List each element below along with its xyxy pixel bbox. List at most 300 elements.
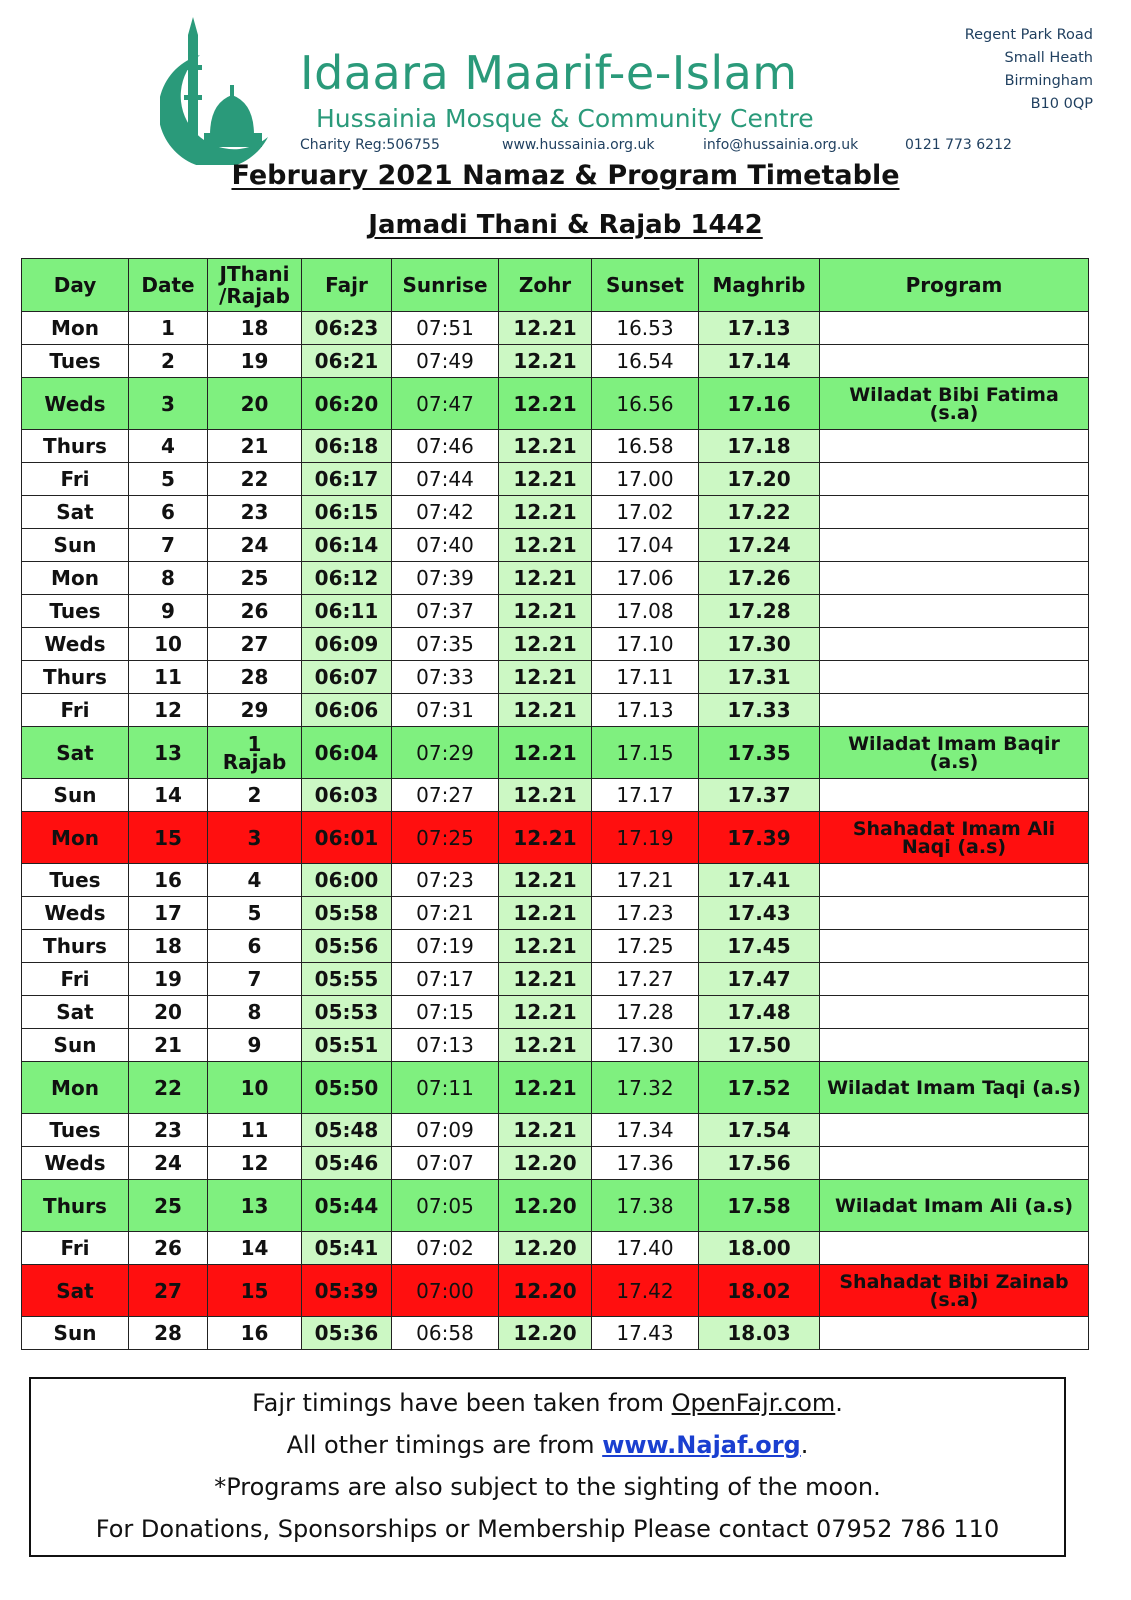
cell-hijri: 24 <box>208 529 302 562</box>
cell-zohr: 12.21 <box>499 496 592 529</box>
cell-hijri: 7 <box>208 963 302 996</box>
cell-zohr: 12.20 <box>499 1180 592 1232</box>
footer-text: Fajr timings have been taken from <box>252 1389 672 1417</box>
cell-fajr: 06:11 <box>302 595 392 628</box>
cell-fajr: 06:07 <box>302 661 392 694</box>
cell-maghrib: 17.35 <box>699 727 820 779</box>
cell-day: Weds <box>22 1147 129 1180</box>
cell-zohr: 12.21 <box>499 595 592 628</box>
cell-day: Sat <box>22 996 129 1029</box>
cell-fajr: 06:09 <box>302 628 392 661</box>
cell-sunrise: 07:35 <box>392 628 499 661</box>
cell-day: Sun <box>22 1029 129 1062</box>
table-row <box>22 562 1089 595</box>
cell-day: Sun <box>22 1317 129 1350</box>
cell-zohr: 12.20 <box>499 1317 592 1350</box>
cell-day: Mon <box>22 1062 129 1114</box>
cell-maghrib: 17.28 <box>699 595 820 628</box>
cell-sunset: 17.06 <box>592 562 699 595</box>
cell-sunrise: 07:05 <box>392 1180 499 1232</box>
cell-program <box>820 694 1089 727</box>
cell-sunrise: 06:58 <box>392 1317 499 1350</box>
cell-program <box>820 1029 1089 1062</box>
cell-hijri: 18 <box>208 312 302 345</box>
cell-sunrise: 07:21 <box>392 897 499 930</box>
cell-date: 23 <box>129 1114 208 1147</box>
cell-sunrise: 07:47 <box>392 378 499 430</box>
column-header-date: Date <box>129 259 208 312</box>
column-header-maghrib: Maghrib <box>699 259 820 312</box>
cell-program: Wiladat Imam Ali (a.s) <box>820 1180 1089 1232</box>
table-row <box>22 1232 1089 1265</box>
cell-sunset: 17.10 <box>592 628 699 661</box>
cell-fajr: 05:55 <box>302 963 392 996</box>
cell-zohr: 12.21 <box>499 779 592 812</box>
address-block <box>965 24 1093 116</box>
page-subtitle-text: Jamadi Thani & Rajab 1442 <box>368 210 763 240</box>
cell-sunset: 17.28 <box>592 996 699 1029</box>
table-row <box>22 1029 1089 1062</box>
table-row <box>22 1265 1089 1317</box>
cell-sunset: 16.54 <box>592 345 699 378</box>
cell-sunrise: 07:27 <box>392 779 499 812</box>
cell-maghrib: 17.31 <box>699 661 820 694</box>
footer-text: . <box>835 1389 843 1417</box>
table-row <box>22 378 1089 430</box>
cell-fajr: 06:23 <box>302 312 392 345</box>
cell-sunset: 17.25 <box>592 930 699 963</box>
table-row <box>22 496 1089 529</box>
cell-hijri: 14 <box>208 1232 302 1265</box>
cell-day: Fri <box>22 963 129 996</box>
cell-zohr: 12.21 <box>499 963 592 996</box>
cell-sunset: 17.13 <box>592 694 699 727</box>
cell-day: Sat <box>22 496 129 529</box>
table-row <box>22 864 1089 897</box>
cell-sunset: 17.42 <box>592 1265 699 1317</box>
cell-sunset: 17.15 <box>592 727 699 779</box>
table-row <box>22 1114 1089 1147</box>
cell-sunrise: 07:15 <box>392 996 499 1029</box>
cell-program <box>820 1147 1089 1180</box>
footer-line-fajr-source <box>31 1389 1064 1417</box>
cell-maghrib: 17.24 <box>699 529 820 562</box>
cell-hijri: 9 <box>208 1029 302 1062</box>
column-header-zohr: Zohr <box>499 259 592 312</box>
cell-sunrise: 07:33 <box>392 661 499 694</box>
cell-sunset: 17.02 <box>592 496 699 529</box>
cell-date: 7 <box>129 529 208 562</box>
cell-maghrib: 17.41 <box>699 864 820 897</box>
cell-sunrise: 07:51 <box>392 312 499 345</box>
cell-fajr: 05:53 <box>302 996 392 1029</box>
cell-sunrise: 07:31 <box>392 694 499 727</box>
cell-fajr: 05:39 <box>302 1265 392 1317</box>
cell-maghrib: 17.30 <box>699 628 820 661</box>
cell-date: 9 <box>129 595 208 628</box>
cell-sunset: 17.27 <box>592 963 699 996</box>
cell-zohr: 12.21 <box>499 529 592 562</box>
cell-date: 22 <box>129 1062 208 1114</box>
table-row <box>22 727 1089 779</box>
address-line: Birmingham <box>1004 73 1093 89</box>
org-name: Idaara Maarif-e-Islam <box>300 46 798 100</box>
cell-day: Weds <box>22 378 129 430</box>
cell-program: Shahadat Bibi Zainab (s.a) <box>820 1265 1089 1317</box>
cell-hijri: 6 <box>208 930 302 963</box>
cell-program <box>820 595 1089 628</box>
cell-sunset: 17.17 <box>592 779 699 812</box>
cell-program: Wiladat Imam Baqir (a.s) <box>820 727 1089 779</box>
charity-reg: Charity Reg:506755 <box>300 137 440 153</box>
cell-sunset: 17.21 <box>592 864 699 897</box>
cell-hijri: 3 <box>208 812 302 864</box>
cell-maghrib: 17.37 <box>699 779 820 812</box>
cell-sunrise: 07:19 <box>392 930 499 963</box>
cell-fajr: 05:41 <box>302 1232 392 1265</box>
cell-program: Shahadat Imam Ali Naqi (a.s) <box>820 812 1089 864</box>
cell-zohr: 12.21 <box>499 661 592 694</box>
table-row <box>22 628 1089 661</box>
cell-maghrib: 17.18 <box>699 430 820 463</box>
cell-date: 4 <box>129 430 208 463</box>
cell-sunrise: 07:25 <box>392 812 499 864</box>
address-line: Regent Park Road <box>964 27 1093 43</box>
cell-day: Thurs <box>22 430 129 463</box>
cell-day: Sat <box>22 727 129 779</box>
column-header-program: Program <box>820 259 1089 312</box>
najaf-link[interactable]: www.Najaf.org <box>602 1431 801 1459</box>
cell-zohr: 12.21 <box>499 628 592 661</box>
cell-fajr: 06:14 <box>302 529 392 562</box>
cell-program <box>820 1317 1089 1350</box>
table-row <box>22 661 1089 694</box>
cell-day: Mon <box>22 812 129 864</box>
cell-fajr: 06:01 <box>302 812 392 864</box>
phone-text: 0121 773 6212 <box>905 137 1012 153</box>
table-row <box>22 963 1089 996</box>
cell-sunset: 17.36 <box>592 1147 699 1180</box>
cell-fajr: 06:03 <box>302 779 392 812</box>
cell-fajr: 05:48 <box>302 1114 392 1147</box>
cell-fajr: 06:21 <box>302 345 392 378</box>
cell-date: 17 <box>129 897 208 930</box>
cell-day: Fri <box>22 463 129 496</box>
cell-zohr: 12.21 <box>499 930 592 963</box>
cell-hijri: 15 <box>208 1265 302 1317</box>
cell-sunrise: 07:39 <box>392 562 499 595</box>
cell-day: Thurs <box>22 1180 129 1232</box>
cell-date: 20 <box>129 996 208 1029</box>
cell-hijri: 10 <box>208 1062 302 1114</box>
cell-fajr: 05:56 <box>302 930 392 963</box>
website-text: www.hussainia.org.uk <box>502 137 655 153</box>
cell-fajr: 06:20 <box>302 378 392 430</box>
cell-sunrise: 07:23 <box>392 864 499 897</box>
cell-maghrib: 17.56 <box>699 1147 820 1180</box>
cell-sunset: 17.04 <box>592 529 699 562</box>
cell-zohr: 12.21 <box>499 727 592 779</box>
cell-hijri: 13 <box>208 1180 302 1232</box>
cell-fajr: 05:51 <box>302 1029 392 1062</box>
cell-maghrib: 17.26 <box>699 562 820 595</box>
cell-sunset: 16.53 <box>592 312 699 345</box>
cell-program <box>820 779 1089 812</box>
cell-fajr: 06:17 <box>302 463 392 496</box>
cell-program <box>820 1114 1089 1147</box>
cell-zohr: 12.21 <box>499 694 592 727</box>
cell-hijri: 12 <box>208 1147 302 1180</box>
table-row <box>22 312 1089 345</box>
cell-date: 27 <box>129 1265 208 1317</box>
address-line: Small Heath <box>1004 50 1093 66</box>
cell-zohr: 12.21 <box>499 562 592 595</box>
cell-sunrise: 07:46 <box>392 430 499 463</box>
cell-zohr: 12.21 <box>499 1062 592 1114</box>
cell-program <box>820 897 1089 930</box>
cell-fajr: 05:44 <box>302 1180 392 1232</box>
cell-sunrise: 07:40 <box>392 529 499 562</box>
cell-zohr: 12.20 <box>499 1232 592 1265</box>
footer-text: All other timings are from <box>286 1431 603 1459</box>
cell-hijri: 20 <box>208 378 302 430</box>
table-row <box>22 996 1089 1029</box>
cell-date: 11 <box>129 661 208 694</box>
column-header-fajr: Fajr <box>302 259 392 312</box>
cell-program <box>820 345 1089 378</box>
cell-sunset: 17.38 <box>592 1180 699 1232</box>
cell-sunrise: 07:17 <box>392 963 499 996</box>
cell-maghrib: 17.43 <box>699 897 820 930</box>
footer-line-contact: For Donations, Sponsorships or Membership Please contact 07952 786 110 <box>95 1515 1000 1543</box>
cell-day: Sat <box>22 1265 129 1317</box>
cell-hijri: 19 <box>208 345 302 378</box>
cell-date: 6 <box>129 496 208 529</box>
page-subtitle <box>0 212 1131 238</box>
cell-zohr: 12.21 <box>499 864 592 897</box>
cell-day: Tues <box>22 345 129 378</box>
cell-sunrise: 07:37 <box>392 595 499 628</box>
cell-hijri: 8 <box>208 996 302 1029</box>
cell-program <box>820 430 1089 463</box>
cell-sunset: 17.23 <box>592 897 699 930</box>
table-row <box>22 430 1089 463</box>
cell-day: Fri <box>22 694 129 727</box>
cell-program <box>820 463 1089 496</box>
cell-sunrise: 07:07 <box>392 1147 499 1180</box>
cell-program <box>820 963 1089 996</box>
cell-date: 2 <box>129 345 208 378</box>
cell-zohr: 12.21 <box>499 812 592 864</box>
cell-date: 28 <box>129 1317 208 1350</box>
cell-fajr: 05:50 <box>302 1062 392 1114</box>
column-header-hijri: JThani /Rajab <box>208 259 302 312</box>
cell-program <box>820 996 1089 1029</box>
cell-sunrise: 07:00 <box>392 1265 499 1317</box>
cell-program <box>820 562 1089 595</box>
table-row <box>22 1180 1089 1232</box>
cell-maghrib: 17.58 <box>699 1180 820 1232</box>
email-text: info@hussainia.org.uk <box>703 137 859 153</box>
cell-program <box>820 864 1089 897</box>
cell-hijri: 29 <box>208 694 302 727</box>
cell-date: 15 <box>129 812 208 864</box>
cell-zohr: 12.21 <box>499 345 592 378</box>
cell-zohr: 12.21 <box>499 378 592 430</box>
cell-hijri: 21 <box>208 430 302 463</box>
cell-maghrib: 17.14 <box>699 345 820 378</box>
cell-date: 16 <box>129 864 208 897</box>
footer-line-moon-note: *Programs are also subject to the sighting of the moon. <box>214 1473 881 1501</box>
table-body <box>22 312 1089 1350</box>
cell-maghrib: 17.47 <box>699 963 820 996</box>
cell-day: Fri <box>22 1232 129 1265</box>
cell-hijri: 23 <box>208 496 302 529</box>
openfajr-link[interactable]: OpenFajr.com <box>671 1389 836 1417</box>
cell-maghrib: 17.39 <box>699 812 820 864</box>
cell-hijri: 22 <box>208 463 302 496</box>
column-header-sunset: Sunset <box>592 259 699 312</box>
cell-fajr: 06:18 <box>302 430 392 463</box>
table-row <box>22 1317 1089 1350</box>
cell-date: 18 <box>129 930 208 963</box>
cell-maghrib: 18.03 <box>699 1317 820 1350</box>
column-header-day: Day <box>22 259 129 312</box>
table-row <box>22 897 1089 930</box>
cell-sunrise: 07:49 <box>392 345 499 378</box>
page-title-text: February 2021 Namaz & Program Timetable <box>231 160 900 191</box>
table-row <box>22 595 1089 628</box>
cell-hijri: 16 <box>208 1317 302 1350</box>
page-title <box>0 162 1131 189</box>
cell-zohr: 12.21 <box>499 463 592 496</box>
cell-maghrib: 18.00 <box>699 1232 820 1265</box>
cell-day: Thurs <box>22 930 129 963</box>
cell-maghrib: 18.02 <box>699 1265 820 1317</box>
cell-date: 25 <box>129 1180 208 1232</box>
cell-sunset: 16.58 <box>592 430 699 463</box>
cell-zohr: 12.21 <box>499 897 592 930</box>
cell-hijri: 25 <box>208 562 302 595</box>
cell-maghrib: 17.54 <box>699 1114 820 1147</box>
cell-maghrib: 17.48 <box>699 996 820 1029</box>
cell-maghrib: 17.50 <box>699 1029 820 1062</box>
cell-program: Wiladat Imam Taqi (a.s) <box>820 1062 1089 1114</box>
cell-maghrib: 17.45 <box>699 930 820 963</box>
cell-date: 1 <box>129 312 208 345</box>
cell-maghrib: 17.13 <box>699 312 820 345</box>
mosque-logo <box>160 15 278 165</box>
cell-fajr: 05:46 <box>302 1147 392 1180</box>
table-row <box>22 529 1089 562</box>
cell-sunset: 17.08 <box>592 595 699 628</box>
cell-day: Tues <box>22 595 129 628</box>
cell-day: Tues <box>22 1114 129 1147</box>
cell-day: Sun <box>22 529 129 562</box>
cell-zohr: 12.20 <box>499 1265 592 1317</box>
cell-sunrise: 07:29 <box>392 727 499 779</box>
cell-program <box>820 930 1089 963</box>
cell-fajr: 06:15 <box>302 496 392 529</box>
cell-zohr: 12.21 <box>499 1114 592 1147</box>
cell-program <box>820 1232 1089 1265</box>
cell-sunset: 17.40 <box>592 1232 699 1265</box>
org-subtitle: Hussainia Mosque & Community Centre <box>316 104 814 133</box>
cell-fajr: 06:04 <box>302 727 392 779</box>
cell-day: Sun <box>22 779 129 812</box>
cell-hijri: 28 <box>208 661 302 694</box>
cell-sunset: 17.30 <box>592 1029 699 1062</box>
cell-program <box>820 628 1089 661</box>
cell-hijri: 11 <box>208 1114 302 1147</box>
cell-date: 10 <box>129 628 208 661</box>
footer-line-timings-source <box>31 1431 1064 1459</box>
cell-date: 19 <box>129 963 208 996</box>
cell-sunset: 17.43 <box>592 1317 699 1350</box>
cell-hijri: 2 <box>208 779 302 812</box>
cell-sunset: 17.19 <box>592 812 699 864</box>
cell-program: Wiladat Bibi Fatima (s.a) <box>820 378 1089 430</box>
cell-fajr: 05:58 <box>302 897 392 930</box>
cell-zohr: 12.21 <box>499 996 592 1029</box>
cell-day: Mon <box>22 312 129 345</box>
cell-hijri: 5 <box>208 897 302 930</box>
cell-sunset: 16.56 <box>592 378 699 430</box>
cell-date: 14 <box>129 779 208 812</box>
table-row <box>22 1147 1089 1180</box>
cell-date: 13 <box>129 727 208 779</box>
cell-sunrise: 07:11 <box>392 1062 499 1114</box>
table-row <box>22 812 1089 864</box>
cell-program <box>820 312 1089 345</box>
cell-day: Mon <box>22 562 129 595</box>
cell-maghrib: 17.20 <box>699 463 820 496</box>
cell-program <box>820 529 1089 562</box>
cell-zohr: 12.21 <box>499 430 592 463</box>
table-row <box>22 779 1089 812</box>
cell-maghrib: 17.33 <box>699 694 820 727</box>
cell-sunset: 17.00 <box>592 463 699 496</box>
cell-hijri: 1 Rajab <box>208 727 302 779</box>
cell-maghrib: 17.22 <box>699 496 820 529</box>
cell-maghrib: 17.16 <box>699 378 820 430</box>
cell-day: Tues <box>22 864 129 897</box>
cell-sunrise: 07:42 <box>392 496 499 529</box>
prayer-timetable <box>21 258 1089 1350</box>
table-header-row <box>22 259 1089 312</box>
cell-sunset: 17.11 <box>592 661 699 694</box>
table-row <box>22 345 1089 378</box>
cell-fajr: 06:06 <box>302 694 392 727</box>
cell-day: Weds <box>22 897 129 930</box>
cell-fajr: 06:00 <box>302 864 392 897</box>
cell-program <box>820 496 1089 529</box>
cell-hijri: 4 <box>208 864 302 897</box>
cell-fajr: 06:12 <box>302 562 392 595</box>
cell-date: 26 <box>129 1232 208 1265</box>
cell-day: Thurs <box>22 661 129 694</box>
cell-date: 12 <box>129 694 208 727</box>
cell-program <box>820 661 1089 694</box>
cell-date: 5 <box>129 463 208 496</box>
cell-zohr: 12.20 <box>499 1147 592 1180</box>
cell-fajr: 05:36 <box>302 1317 392 1350</box>
address-line: B10 0QP <box>1030 96 1093 112</box>
cell-sunrise: 07:44 <box>392 463 499 496</box>
table-row <box>22 1062 1089 1114</box>
table-row <box>22 463 1089 496</box>
footer-notes <box>29 1377 1066 1557</box>
